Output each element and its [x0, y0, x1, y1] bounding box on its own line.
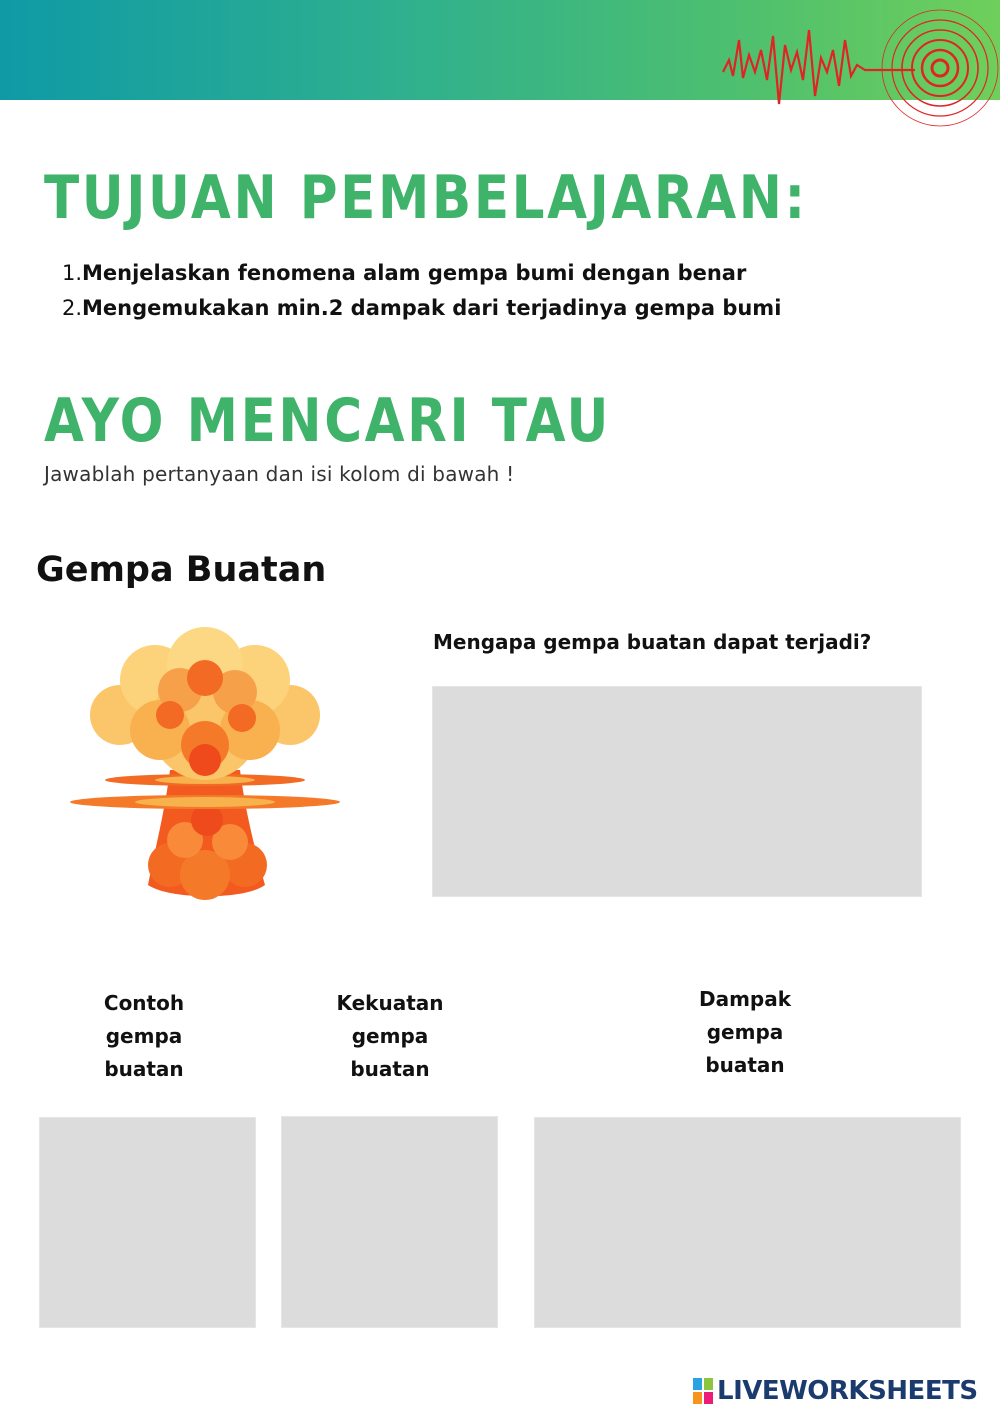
objectives-list	[62, 256, 781, 326]
answer-box-strength[interactable]	[281, 1116, 498, 1328]
list-item	[62, 291, 781, 326]
column-label-strength	[320, 987, 460, 1086]
label-line: Contoh	[103, 991, 185, 1015]
label-line: Kekuatan	[336, 991, 444, 1015]
liveworksheets-logo-icon	[693, 1378, 713, 1404]
column-label-examples	[84, 987, 204, 1086]
mushroom-cloud-image	[60, 620, 350, 910]
section-title: Gempa Buatan	[36, 550, 327, 590]
instruction-text: Jawablah pertanyaan dan isi kolom di bawah !	[44, 462, 515, 486]
label-line: gempa	[105, 1024, 183, 1048]
objectives-heading: TUJUAN PEMBELAJARAN:	[44, 163, 808, 233]
objective-text: Mengemukakan min.2 dampak dari terjadinya gempa bumi	[82, 296, 782, 320]
footer-brand	[693, 1376, 978, 1406]
label-line: buatan	[350, 1057, 430, 1081]
list-item	[62, 256, 781, 291]
answer-box-reason[interactable]	[432, 686, 922, 897]
label-line: gempa	[706, 1020, 784, 1044]
question-text: Mengapa gempa buatan dapat terjadi?	[433, 630, 872, 654]
label-line: buatan	[705, 1053, 785, 1077]
list-number: 1.	[62, 261, 83, 285]
column-label-impact	[680, 983, 810, 1082]
activity-heading: AYO MENCARI TAU	[44, 386, 611, 456]
answer-box-impact[interactable]	[534, 1117, 961, 1328]
objective-text: Menjelaskan fenomena alam gempa bumi dengan benar	[82, 261, 747, 285]
brand-name: LIVEWORKSHEETS	[717, 1376, 978, 1406]
answer-box-examples[interactable]	[39, 1117, 256, 1328]
label-line: Dampak	[698, 987, 792, 1011]
label-line: buatan	[104, 1057, 184, 1081]
seismograph-target-icon	[715, 0, 1000, 130]
label-line: gempa	[351, 1024, 429, 1048]
list-number: 2.	[62, 296, 83, 320]
